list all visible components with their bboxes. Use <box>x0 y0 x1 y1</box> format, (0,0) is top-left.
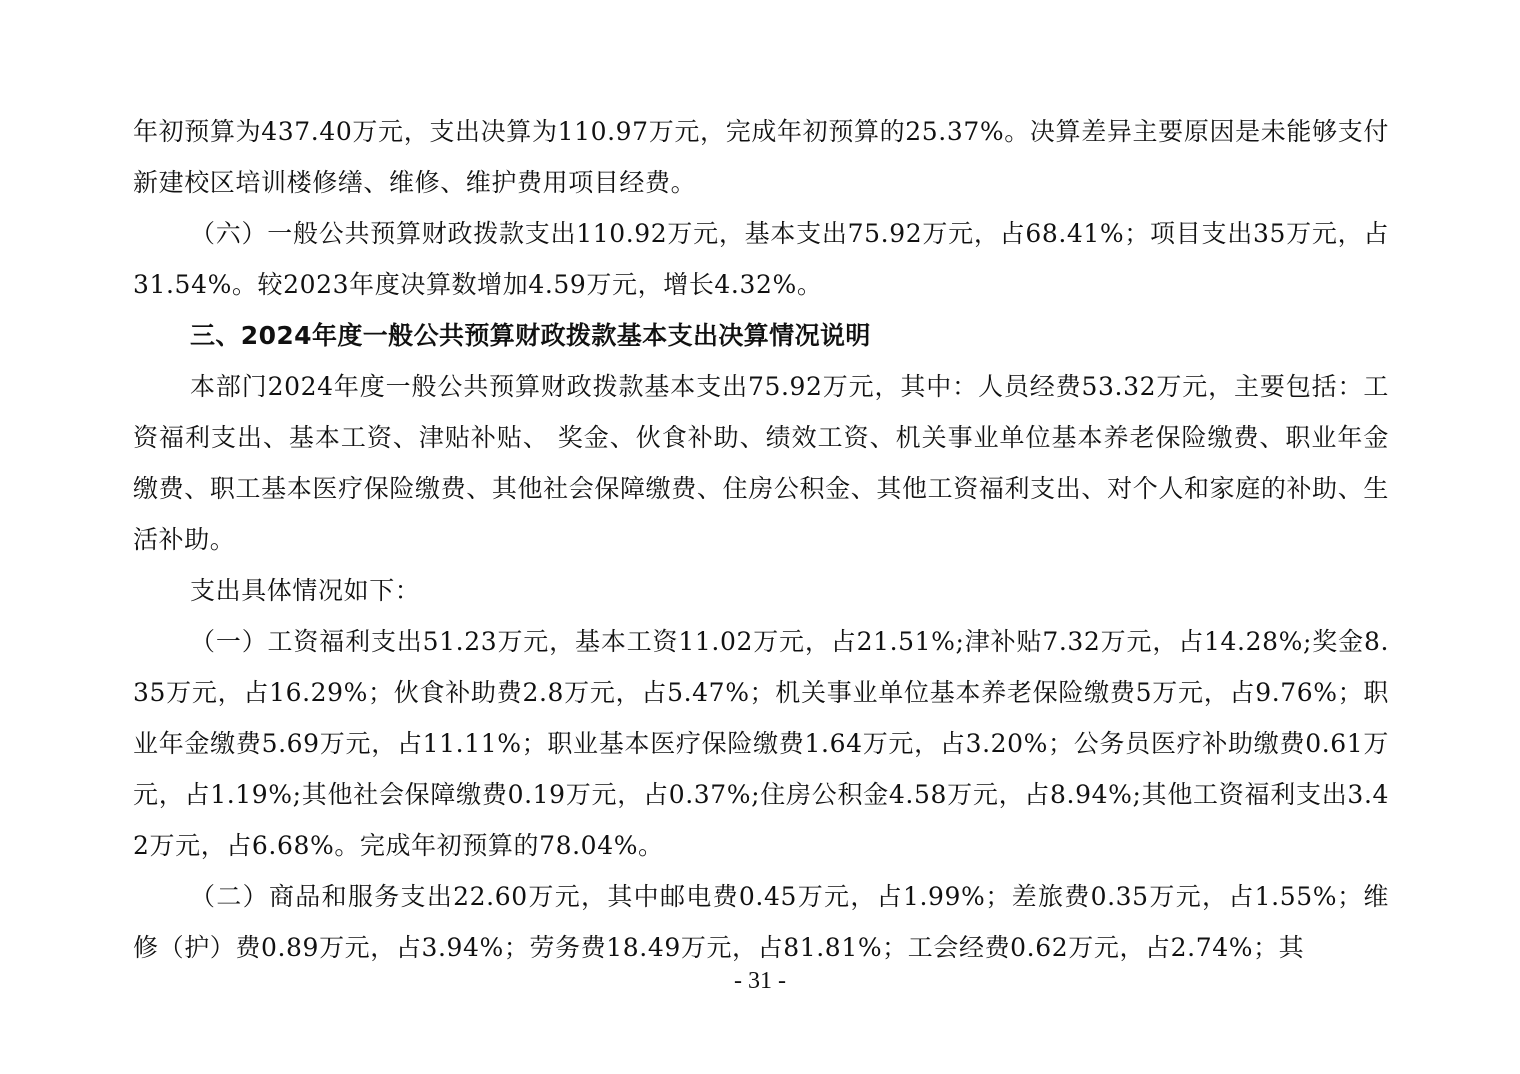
page-number: - 31 - <box>734 968 786 994</box>
paragraph-general-public-budget-expenditure: （六）一般公共预算财政拨款支出110.92万元，基本支出75.92万元，占68.41%；项目支出35万元，占31.54%。较2023年度决算数增加4.59万元，增长4.32%。 <box>133 219 1389 299</box>
paragraph-wage-welfare-expenditure: （一）工资福利支出51.23万元，基本工资11.02万元，占21.51%;津补贴7.32万元，占14.28%;奖金8.35万元，占16.29%；伙食补助费2.8万元，占5.47%；机关事业单位基本养老保险缴费5万元，占9.76%；职业年金缴费5.69万元，占11.11%；职业基本医疗保险缴费1.64万元，占3.20%；公务员医疗补助缴费0.61万元，占1.19%;其他社会保障缴费0.19万元，占0.37%;住房公积金4.58万元，占8.94%;其他工资福利支出3.42万元，占6.68%。完成年初预算的78.04%。 <box>133 627 1389 860</box>
paragraph-goods-services-expenditure: （二）商品和服务支出22.60万元，其中邮电费0.45万元，占1.99%；差旅费0.35万元，占1.55%；维修（护）费0.89万元，占3.94%；劳务费18.49万元，占81.81%；工会经费0.62万元，占2.74%；其 <box>133 882 1389 962</box>
document-body <box>133 106 1389 973</box>
paragraph-expenditure-details-intro: 支出具体情况如下： <box>190 576 421 605</box>
paragraph-budget-completion: 年初预算为437.40万元，支出决算为110.97万元，完成年初预算的25.37%。决算差异主要原因是未能够支付新建校区培训楼修缮、维修、维护费用项目经费。 <box>133 117 1389 197</box>
section-heading: 三、2024年度一般公共预算财政拨款基本支出决算情况说明 <box>190 321 871 350</box>
paragraph-basic-expenditure-summary: 本部门2024年度一般公共预算财政拨款基本支出75.92万元，其中：人员经费53.32万元，主要包括：工资福利支出、基本工资、津贴补贴、 奖金、伙食补助、绩效工资、机关事业单位基本养老保险缴费、职业年金缴费、职工基本医疗保险缴费、其他社会保障缴费、住房公积金、其他工资福利支出、对个人和家庭的补助、生活补助。 <box>133 372 1389 554</box>
